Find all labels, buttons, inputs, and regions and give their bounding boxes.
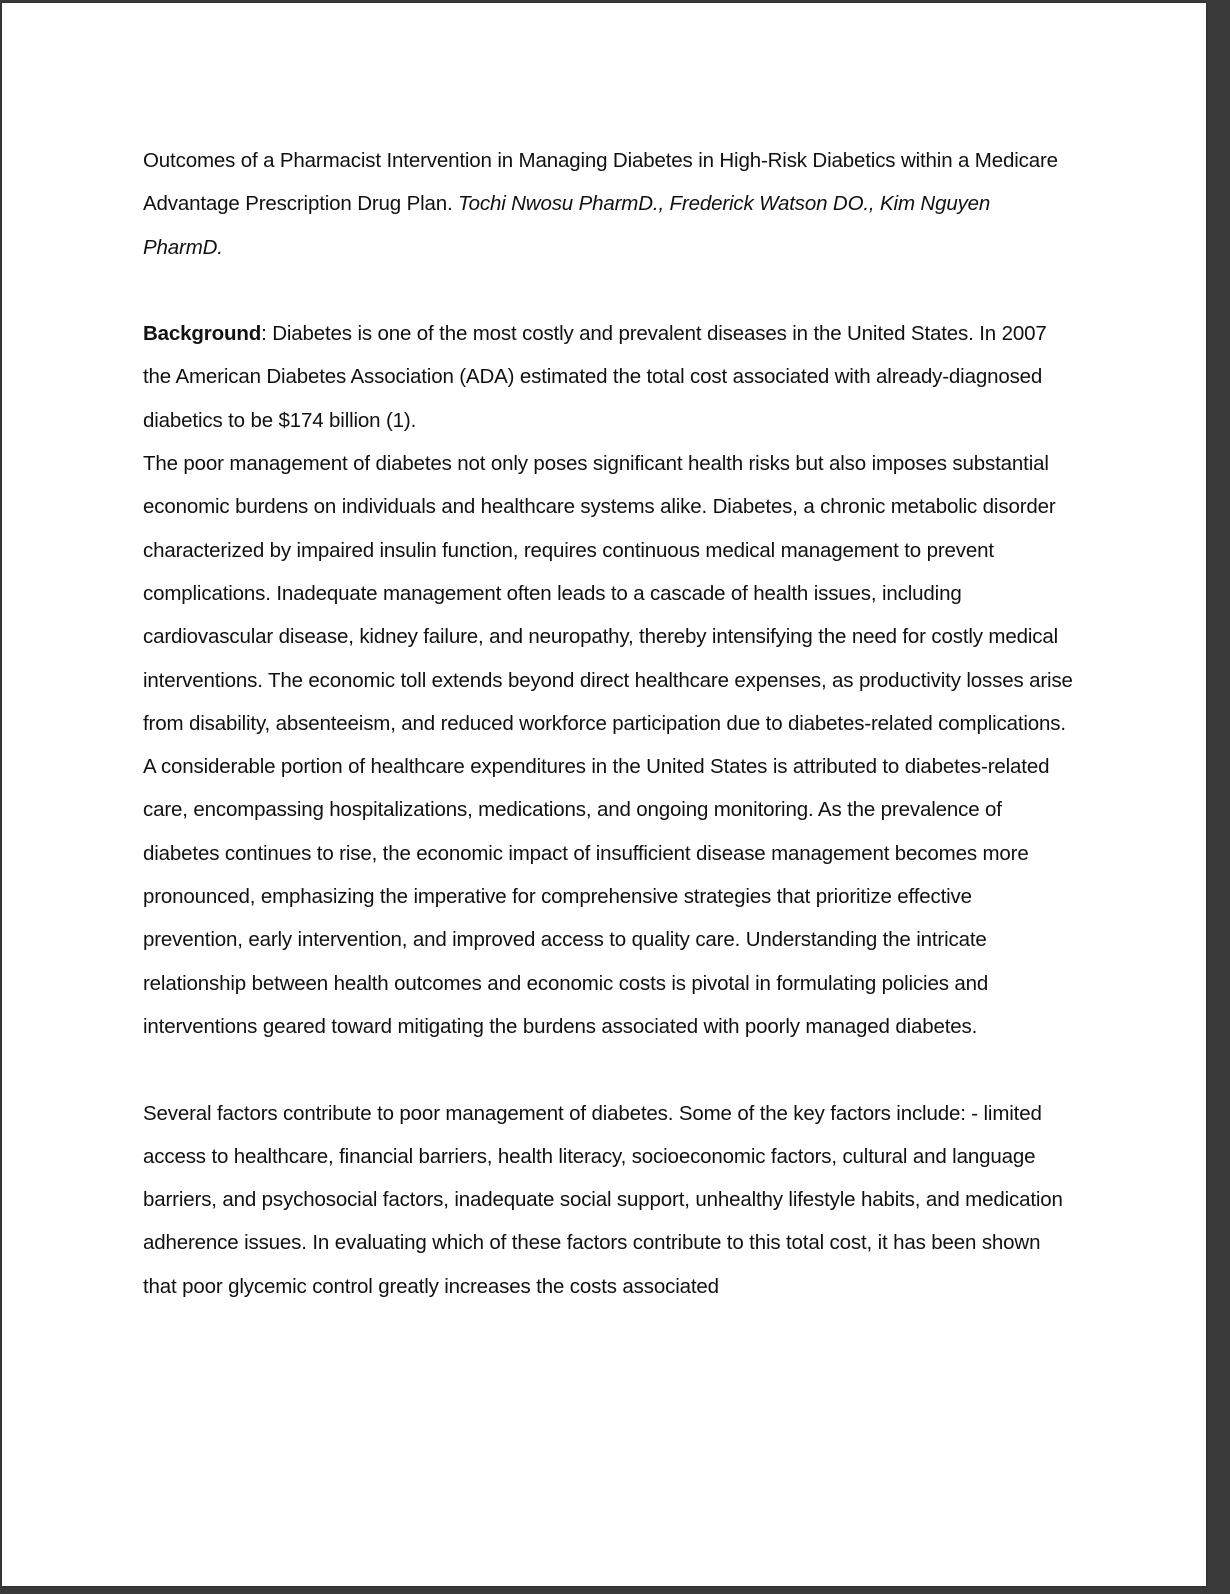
background-text: : Diabetes is one of the most costly and prevalent diseases in the United States. In 2007 the American Diabetes Association (ADA) estimated the total cost associated with already-diagnosed diabetics to be $174 billion (1). bbox=[143, 322, 1047, 432]
body-paragraph-2: The poor management of diabetes not only poses significant health risks but also imposes substantial economic burdens on individuals and healthcare systems alike. Diabetes, a chronic metabolic disorder characterized by impaired insulin function, requires continuous medical management to prevent complications. Inadequate management often leads to a cascade of health issues, including cardiovascular disease, kidney failure, and neuropathy, thereby intensifying the need for costly medical interventions. The economic toll extends beyond direct healthcare expenses, as productivity losses arise from disability, absenteeism, and reduced workforce participation due to diabetes-related complications. A considerable portion of healthcare expenditures in the United States is attributed to diabetes-related care, encompassing hospitalizations, medications, and ongoing monitoring. As the prevalence of diabetes continues to rise, the economic impact of insufficient disease management becomes more pronounced, emphasizing the imperative for comprehensive strategies that prioritize effective prevention, early intervention, and improved access to quality care. Understanding the intricate relationship between health outcomes and economic costs is pivotal in formulating policies and interventions geared toward mitigating the burdens associated with poorly managed diabetes. bbox=[143, 452, 1073, 1038]
background-paragraph bbox=[143, 312, 1073, 442]
page-content bbox=[143, 139, 1073, 1308]
author-list: Tochi Nwosu PharmD., Frederick Watson DO., Kim Nguyen PharmD. bbox=[143, 192, 991, 259]
body-paragraph-3: Several factors contribute to poor management of diabetes. Some of the key factors include: - limited access to healthcare, financial barriers, health literacy, socioeconomic factors, cultural and language barriers, and psychosocial factors, inadequate social support, unhealthy lifestyle habits, and medication adherence issues. In evaluating which of these factors contribute to this total cost, it has been shown that poor glycemic control greatly increases the costs associated bbox=[143, 1101, 1063, 1298]
background-heading: Background bbox=[143, 322, 262, 346]
title-paragraph bbox=[143, 139, 1073, 269]
paper-title: Outcomes of a Pharmacist Intervention in Managing Diabetes in High-Risk Diabetics within a Medicare Advantage Prescription Drug Plan. bbox=[143, 149, 1058, 216]
document-page bbox=[2, 3, 1206, 1586]
paragraph-gap bbox=[143, 269, 1073, 312]
paragraph-gap bbox=[143, 1048, 1073, 1091]
